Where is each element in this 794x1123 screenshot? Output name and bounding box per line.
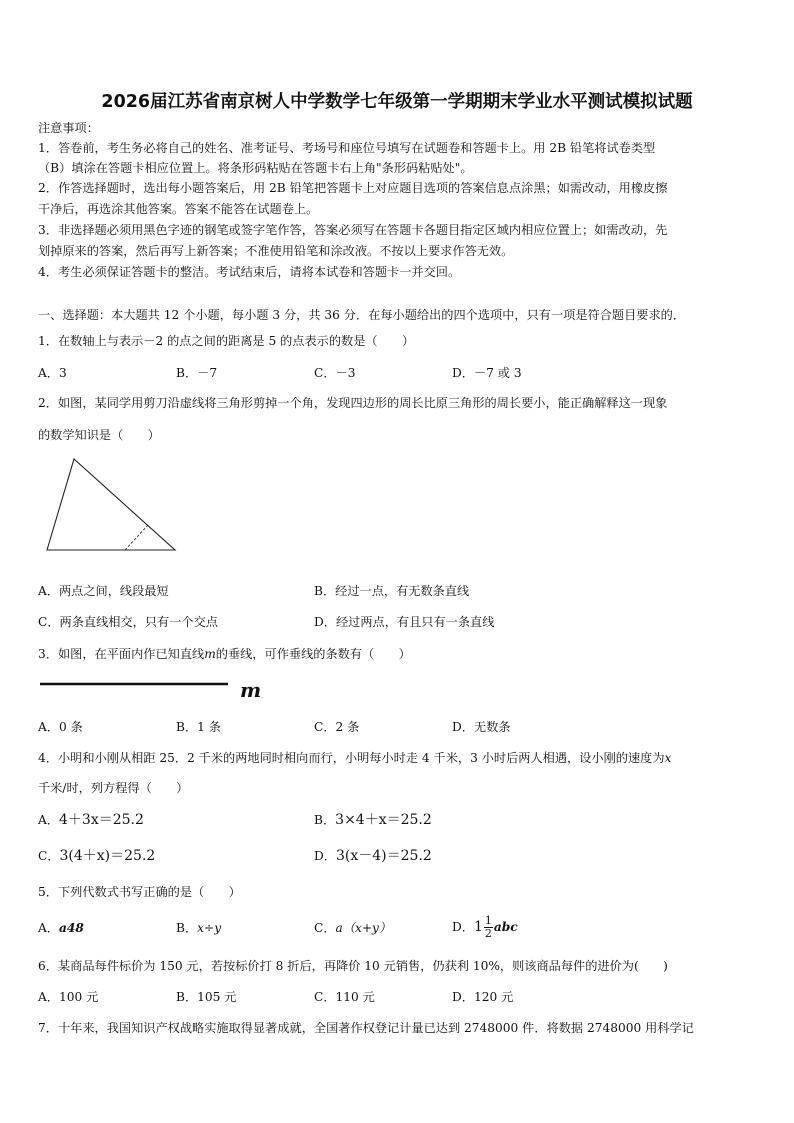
notice-line: （B）填涂在答题卡相应位置上。将条形码粘贴在答题卡右上角"条形码粘贴处"。 <box>38 161 473 175</box>
q5-option-b-expr: x÷y <box>197 921 222 935</box>
question-4-stem <box>38 750 671 766</box>
page-title: 2026届江苏省南京树人中学数学七年级第一学期期末学业水平测试模拟试题 <box>101 92 693 112</box>
q2-option-a: A．两点之间，线段最短 <box>38 584 169 598</box>
line-m-label: m <box>240 678 262 702</box>
q4-stem-var: x <box>664 751 672 765</box>
q5-option-a <box>38 920 84 936</box>
q4-option-a <box>38 812 144 828</box>
q5-option-d <box>452 912 518 942</box>
q1-option-a: A．3 <box>38 366 67 380</box>
cut-dashed-line <box>125 525 148 550</box>
q3-option-b: B．1 条 <box>176 720 221 734</box>
q3-stem-text-rest: 的垂线，可作垂线的条数有（ ） <box>215 647 411 661</box>
q5-option-a-expr: a48 <box>59 921 84 935</box>
q4-option-a-expr: 4＋3x＝25.2 <box>59 812 144 828</box>
q4-option-d-expr: 3(x－4)＝25.2 <box>335 848 432 864</box>
fraction-denominator: 2 <box>484 927 492 940</box>
q5-option-d-fraction <box>484 915 493 940</box>
q4-option-a-label: A． <box>38 813 59 827</box>
section-heading: 一、选择题：本大题共 12 个小题，每小题 3 分，共 36 分．在每小题给出的四个选项中，只有一项是符合题目要求的． <box>38 308 686 322</box>
notice-line: 3．非选择题必须用黑色字迹的钢笔或签字笔作答，答案必须写在答题卡各题目指定区域内相应位置上；如需改动，先 <box>38 223 668 237</box>
q5-option-d-int: 1 <box>473 919 483 935</box>
notice-line: 划掉原来的答案，然后再写上新答案；不准使用铅笔和涂改液。不按以上要求作答无效。 <box>38 244 514 258</box>
q5-option-c-expr: a（x+y） <box>335 921 392 935</box>
q4-option-c-expr: 3(4＋x)＝25.2 <box>59 848 156 864</box>
question-7-stem: 7．十年来，我国知识产权战略实施取得显著成就，全国著作权登记计量已达到 2748000 件．将数据 2748000 用科学记 <box>38 1021 694 1035</box>
q4-option-b <box>314 812 432 828</box>
q4-option-c <box>38 848 155 864</box>
notice-heading: 注意事项： <box>38 121 99 135</box>
triangle-cut-figure <box>44 456 184 556</box>
q4-option-b-expr: 3×4＋x＝25.2 <box>335 812 432 828</box>
q1-option-b: B．－7 <box>176 366 218 380</box>
q2-option-d: D．经过两点，有且只有一条直线 <box>314 615 495 629</box>
question-6-stem: 6．某商品每件标价为 150 元，若按标价打 8 折后，再降价 10 元销售，仍获利 10%，则该商品每件的进价为( ) <box>38 959 668 973</box>
q2-option-b: B．经过一点，有无数条直线 <box>314 584 470 598</box>
q4-stem-text: 4．小明和小刚从相距 25．2 千米的两地同时相向而行，小明每小时走 4 千米，3 小时后两人相遇，设小刚的速度为 <box>38 751 665 765</box>
q5-option-b-label: B． <box>176 921 198 935</box>
q3-stem-var: m <box>204 647 216 661</box>
question-2-stem: 2．如图，某同学用剪刀沿虚线将三角形剪掉一个角，发现四边形的周长比原三角形的周长要小，能正确解释这一现象 <box>38 396 668 410</box>
q6-option-d: D．120 元 <box>452 990 514 1004</box>
q3-stem-text: 3．如图，在平面内作已知直线 <box>38 647 205 661</box>
fraction-numerator: 1 <box>484 914 492 927</box>
question-1-stem: 1．在数轴上与表示－2 的点之间的距离是 5 的点表示的数是（ ） <box>38 334 415 348</box>
q3-option-c: C．2 条 <box>314 720 360 734</box>
q1-option-c: C．－3 <box>314 366 356 380</box>
q5-option-c <box>314 920 391 936</box>
q5-option-d-label: D． <box>452 920 474 934</box>
triangle-outline <box>47 459 175 550</box>
question-3-stem <box>38 646 411 662</box>
q2-option-c: C．两条直线相交，只有一个交点 <box>38 615 218 629</box>
line-m-figure <box>40 680 230 688</box>
q6-option-a: A．100 元 <box>38 990 99 1004</box>
q5-option-b <box>176 920 221 936</box>
q4-option-d-label: D． <box>314 849 336 863</box>
q4-option-c-label: C． <box>38 849 60 863</box>
q5-option-a-label: A． <box>38 921 59 935</box>
q1-option-d: D．－7 或 3 <box>452 366 522 380</box>
notice-line: 2．作答选择题时，选出每小题答案后，用 2B 铅笔把答题卡上对应题目选项的答案信息点涂黑；如需改动，用橡皮擦 <box>38 181 668 195</box>
question-5-stem: 5．下列代数式书写正确的是（ ） <box>38 885 241 899</box>
notice-line: 4．考生必须保证答题卡的整洁。考试结束后，请将本试卷和答题卡一并交回。 <box>38 265 461 279</box>
q5-option-d-rest: abc <box>493 920 518 934</box>
q6-option-c: C．110 元 <box>314 990 375 1004</box>
q3-option-d: D．无数条 <box>452 720 511 734</box>
q4-option-b-label: B． <box>314 813 336 827</box>
question-4-stem-cont: 千米/时，列方程得（ ） <box>38 781 189 795</box>
q3-option-a: A．0 条 <box>38 720 83 734</box>
notice-line: 干净后，再选涂其他答案。答案不能答在试题卷上。 <box>38 202 319 216</box>
question-2-stem-cont: 的数学知识是（ ） <box>38 428 160 442</box>
notice-line: 1．答卷前，考生务必将自己的姓名、准考证号、考场号和座位号填写在试题卷和答题卡上。用 2B 铅笔将试卷类型 <box>38 141 656 155</box>
q6-option-b: B．105 元 <box>176 990 237 1004</box>
q5-option-c-label: C． <box>314 921 336 935</box>
q4-option-d <box>314 848 432 864</box>
